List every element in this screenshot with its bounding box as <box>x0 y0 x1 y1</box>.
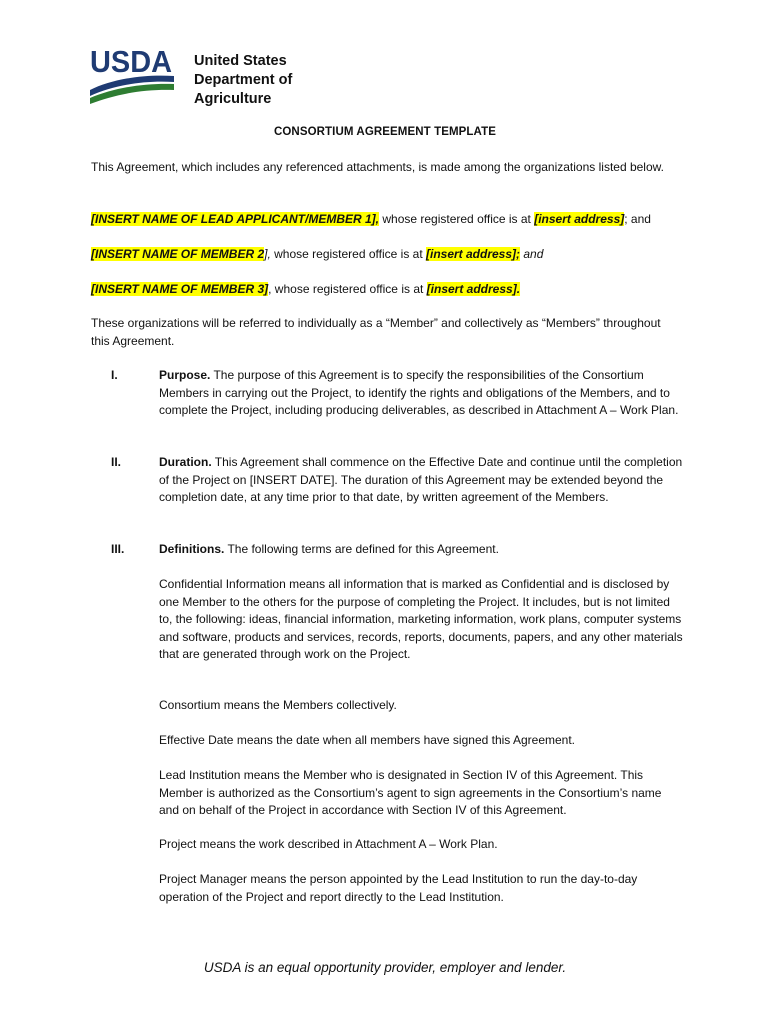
footer-statement: USDA is an equal opportunity provider, employer and lender. <box>203 960 567 975</box>
member-line-1: [INSERT NAME OF LEAD APPLICANT/MEMBER 1], whose registered office is at [insert address]; and <box>91 212 651 226</box>
definition-item: Project Manager means the person appointed by the Lead Institution to run the day-to-day operation of the Project and report directly to the Lead Institution. <box>159 872 638 904</box>
svg-text:USDA: USDA <box>90 46 172 79</box>
definition-item: Effective Date means the date when all members have signed this Agreement. <box>159 733 576 747</box>
member-line-3: [INSERT NAME OF MEMBER 3], whose registered office is at [insert address]. <box>91 282 521 296</box>
address-placeholder[interactable]: [insert address] <box>534 212 625 226</box>
member-name-placeholder[interactable]: [INSERT NAME OF LEAD APPLICANT/MEMBER 1], <box>91 212 380 226</box>
section-duration: Duration. This Agreement shall commence on the Effective Date and continue until the completion of the Project on [INSERT DATE]. The duration of this Agreement may be extended beyond the completion date, at any time prior to that date, by written agreement of the Members. <box>159 455 683 504</box>
section-number: III. <box>111 542 125 556</box>
section-number: I. <box>111 368 118 382</box>
section-definitions: Definitions. The following terms are defined for this Agreement. <box>159 542 499 556</box>
member-name-placeholder[interactable]: [INSERT NAME OF MEMBER 3] <box>91 282 269 296</box>
agency-line: Department of <box>194 72 293 88</box>
usda-mark-icon <box>90 46 186 108</box>
referral-paragraph: These organizations will be referred to individually as a “Member” and collectively as “Members” throughout this Agreement. <box>91 316 661 348</box>
agency-line: Agriculture <box>194 91 272 107</box>
definition-item: Project means the work described in Attachment A – Work Plan. <box>159 837 498 851</box>
section-number: II. <box>111 455 122 469</box>
address-placeholder[interactable]: [insert address]. <box>426 282 521 296</box>
definition-item: Confidential Information means all information that is marked as Confidential and is disclosed by one Member to the others for the purpose of completing the Project. It includes, but is not limited to, the following: ideas, financial information, marketing information, work plans, computer systems and software, products and services, records, reports, documents, papers, and any other materials that are generated through work on the Project. <box>159 577 683 661</box>
section-heading: Definitions. <box>159 542 225 556</box>
section-purpose: Purpose. The purpose of this Agreement is to specify the responsibilities of the Consortium Members in carrying out the Project, to identify the rights and obligations of the Members, and to complete the Project, including producing deliverables, as described in Attachment A – Work Plan. <box>159 368 679 417</box>
member-name-placeholder[interactable]: [INSERT NAME OF MEMBER 2 <box>91 247 265 261</box>
usda-logo <box>90 46 310 108</box>
intro-paragraph: This Agreement, which includes any referenced attachments, is made among the organizations listed below. <box>91 160 664 174</box>
member-line-2: [INSERT NAME OF MEMBER 2], whose registered office is at [insert address]; and <box>91 247 544 261</box>
definition-item: Consortium means the Members collectively. <box>159 698 397 712</box>
section-heading: Purpose. <box>159 368 211 382</box>
agency-name <box>194 52 292 109</box>
definition-item: Lead Institution means the Member who is designated in Section IV of this Agreement. This Member is authorized as the Consortium’s agent to sign agreements in the Consortium’s name and on behalf of the Project in accordance with Section IV of this Agreement. <box>159 768 662 817</box>
agency-line: United States <box>194 53 287 69</box>
page-title: CONSORTIUM AGREEMENT TEMPLATE <box>273 126 497 138</box>
address-placeholder[interactable]: [insert address]; <box>426 247 521 261</box>
section-heading: Duration. <box>159 455 212 469</box>
